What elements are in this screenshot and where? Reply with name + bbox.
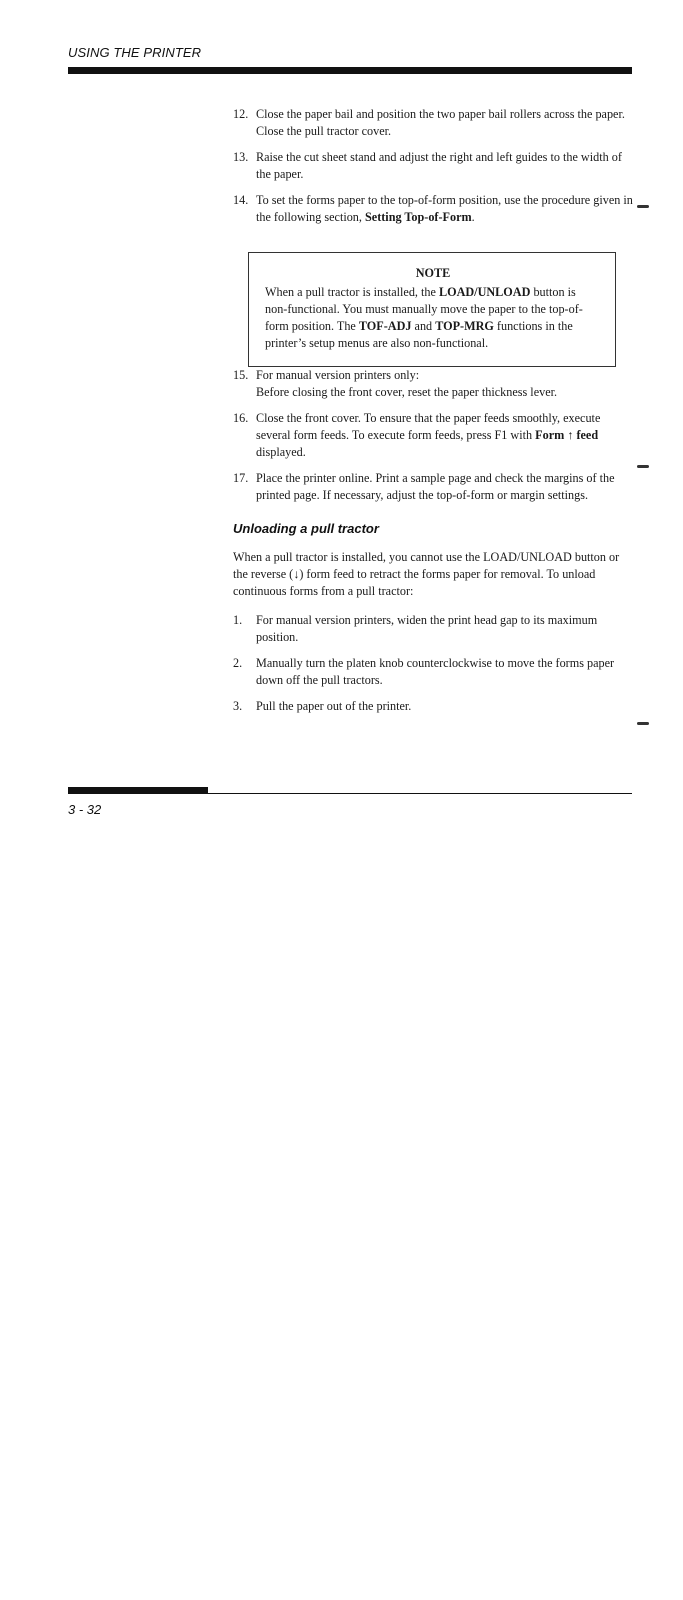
list-item <box>233 367 633 401</box>
list-item <box>233 698 633 715</box>
step-number: 15. <box>233 368 249 382</box>
step-number: 17. <box>233 471 249 485</box>
list-item <box>233 192 633 226</box>
page-number: 3 - 32 <box>68 802 102 817</box>
step-number: 12. <box>233 107 249 121</box>
step-text: Close the paper bail and position the two paper bail rollers across the paper. Close the pull tractor cover. <box>256 107 625 138</box>
margin-mark <box>637 722 649 725</box>
step-number: 16. <box>233 411 249 425</box>
step-list-a <box>233 106 633 226</box>
list-item <box>233 470 633 504</box>
step-number: 14. <box>233 193 249 207</box>
step-text: For manual version printers, widen the print head gap to its maximum position. <box>256 613 598 644</box>
step-number: 1. <box>233 613 243 627</box>
section-intro: When a pull tractor is installed, you cannot use the LOAD/UNLOAD button or the reverse (↓) form feed to retract the forms paper for removal. To unload continuous forms from a pull tractor: <box>233 550 620 598</box>
step-text: Before closing the front cover, reset the paper thickness lever. <box>256 385 558 399</box>
note-text <box>265 284 601 352</box>
note-keyword-top-mrg: TOP-MRG <box>435 319 494 333</box>
note-text-part: When a pull tractor is installed, the <box>265 285 439 299</box>
section-heading: Unloading a pull tractor <box>233 521 379 536</box>
display-message: Form ↑ feed <box>535 428 599 442</box>
step-list-c <box>233 612 633 715</box>
step-text: Place the printer online. Print a sample page and check the margins of the printed page. If necessary, adjust the top-of-form or margin settings. <box>256 471 615 502</box>
margin-mark <box>637 205 649 208</box>
bottom-rule-thin <box>68 793 632 794</box>
page-body <box>233 106 633 724</box>
list-item <box>233 612 633 646</box>
step-text: Close the front cover. To ensure that the paper feeds smoothly, execute several form feeds. To execute form feeds, press F1 with <box>256 411 601 442</box>
note-text-part: functions in the printer’s setup menus are also non-functional. <box>265 319 573 350</box>
cross-reference: Setting Top-of-Form <box>365 210 472 224</box>
step-number: 3. <box>233 699 243 713</box>
step-text: To set the forms paper to the top-of-form position, use the procedure given in the following section, <box>256 193 633 224</box>
note-keyword-load-unload: LOAD/UNLOAD <box>438 285 531 299</box>
note-text-part: button is non-functional. You must manually move the paper to the top-of-form position. The <box>265 285 583 333</box>
list-item <box>233 106 633 140</box>
list-item <box>233 655 633 689</box>
step-number: 13. <box>233 150 249 164</box>
note-title: NOTE <box>415 266 451 280</box>
step-list-b <box>233 367 633 504</box>
step-text-end: . <box>471 210 475 224</box>
step-text: Manually turn the platen knob counterclockwise to move the forms paper down off the pull tractors. <box>256 656 615 687</box>
top-rule <box>68 67 632 74</box>
note-keyword-tof-adj: TOF-ADJ <box>358 319 412 333</box>
running-head: USING THE PRINTER <box>68 45 202 60</box>
step-number: 2. <box>233 656 243 670</box>
step-text-end: displayed. <box>256 445 306 459</box>
step-text: Raise the cut sheet stand and adjust the right and left guides to the width of the paper. <box>256 150 622 181</box>
list-item <box>233 149 633 183</box>
note-box <box>248 252 616 367</box>
list-item <box>233 410 633 461</box>
step-text: For manual version printers only: <box>256 368 420 382</box>
margin-mark <box>637 465 649 468</box>
step-text: Pull the paper out of the printer. <box>256 699 412 713</box>
note-text-part: and <box>411 319 436 333</box>
